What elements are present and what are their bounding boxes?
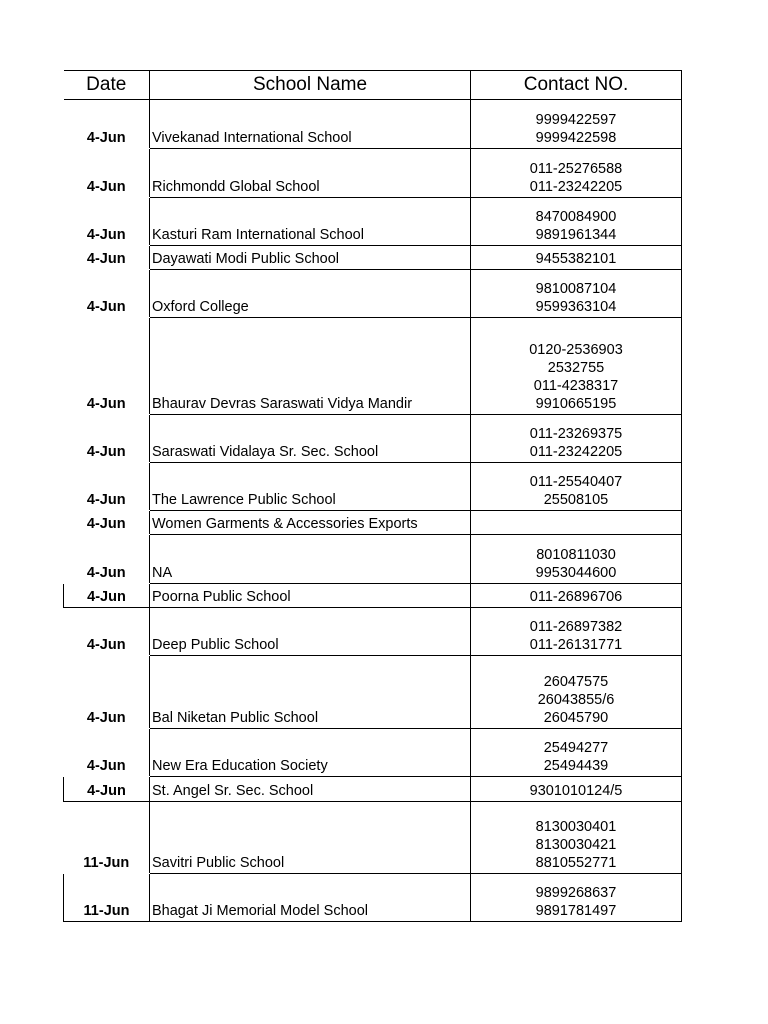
date-cell: 4-Jun xyxy=(86,758,126,774)
date-cell: 4-Jun xyxy=(86,179,126,195)
school-name-cell: Oxford College xyxy=(150,270,471,318)
table-row xyxy=(64,318,682,415)
date-cell: 4-Jun xyxy=(86,227,126,243)
table-row xyxy=(64,729,682,777)
contact-cell xyxy=(471,729,682,777)
table-row xyxy=(64,511,682,535)
phone-number: 011-25276588 xyxy=(529,161,623,177)
table-row xyxy=(64,415,682,463)
date-column-header: Date xyxy=(64,71,150,100)
phone-number: 011-25540407 xyxy=(529,474,623,490)
phone-number: 9899268637 xyxy=(535,885,617,901)
phone-number: 26043855/6 xyxy=(537,692,615,708)
phone-number: 26047575 xyxy=(543,674,609,690)
table-row xyxy=(64,584,682,608)
school-name-cell: New Era Education Society xyxy=(150,729,471,777)
school-name-cell: Vivekanad International School xyxy=(150,100,471,149)
phone-number: 25494277 xyxy=(543,740,609,756)
phone-number: 9891961344 xyxy=(535,227,617,243)
phone-number: 011-23269375 xyxy=(529,426,623,442)
phone-number: 2532755 xyxy=(547,360,605,376)
phone-number: 8470084900 xyxy=(535,209,617,225)
phone-number: 9301010124/5 xyxy=(529,783,623,799)
contact-column-header: Contact NO. xyxy=(471,71,682,100)
table-row xyxy=(64,270,682,318)
school-name-cell: Bhaurav Devras Saraswati Vidya Mandir xyxy=(150,318,471,415)
contact-cell xyxy=(471,511,682,535)
phone-number: 9999422598 xyxy=(535,130,617,146)
date-cell: 4-Jun xyxy=(86,444,126,460)
date-cell: 11-Jun xyxy=(83,855,130,871)
school-contact-table xyxy=(63,70,682,922)
contact-cell xyxy=(471,535,682,584)
phone-number: 9953044600 xyxy=(535,565,617,581)
date-cell: 11-Jun xyxy=(64,874,150,922)
date-cell: 4-Jun xyxy=(86,492,126,508)
date-cell: 4-Jun xyxy=(86,710,126,726)
table-row xyxy=(64,100,682,149)
phone-number: 8010811030 xyxy=(536,547,616,563)
date-cell: 4-Jun xyxy=(86,130,126,146)
contact-cell xyxy=(471,608,682,656)
phone-number: 8130030401 xyxy=(535,819,617,835)
school-name-cell: Women Garments & Accessories Exports xyxy=(150,511,471,535)
table-row xyxy=(64,656,682,729)
phone-number: 8130030421 xyxy=(535,837,617,853)
phone-number: 011-4238317 xyxy=(533,378,619,394)
contact-cell xyxy=(471,463,682,511)
phone-number: 011-26897382 xyxy=(529,619,623,635)
school-name-cell: Bal Niketan Public School xyxy=(150,656,471,729)
contact-cell xyxy=(471,802,682,874)
phone-number: 011-26131771 xyxy=(529,637,623,653)
school-name-cell: St. Angel Sr. Sec. School xyxy=(150,777,471,802)
phone-number: 9455382101 xyxy=(535,251,617,267)
school-name-column-header: School Name xyxy=(150,71,471,100)
school-name-cell: Bhagat Ji Memorial Model School xyxy=(150,874,471,922)
phone-number: 011-23242205 xyxy=(529,444,623,460)
school-name-cell: Richmondd Global School xyxy=(150,149,471,198)
contact-cell xyxy=(471,270,682,318)
phone-number: 9891781497 xyxy=(535,903,617,919)
contact-cell xyxy=(471,656,682,729)
phone-number: 0120-2536903 xyxy=(529,342,623,358)
phone-number: 9810087104 xyxy=(535,281,617,297)
date-cell: 4-Jun xyxy=(86,565,126,581)
phone-number: 011-23242205 xyxy=(529,179,623,195)
table-row xyxy=(64,149,682,198)
phone-number: 9910665195 xyxy=(535,396,617,412)
table-body xyxy=(64,100,682,922)
contact-cell xyxy=(471,415,682,463)
header-row xyxy=(64,71,682,100)
date-cell: 4-Jun xyxy=(64,777,150,802)
phone-number: 26045790 xyxy=(543,710,609,726)
phone-number: 25494439 xyxy=(543,758,609,774)
date-cell: 4-Jun xyxy=(86,396,126,412)
table-row xyxy=(64,535,682,584)
school-name-cell: Savitri Public School xyxy=(150,802,471,874)
date-cell: 4-Jun xyxy=(86,516,126,532)
contact-cell xyxy=(471,777,682,802)
phone-number: 9599363104 xyxy=(535,299,617,315)
school-name-cell: Deep Public School xyxy=(150,608,471,656)
school-name-cell: The Lawrence Public School xyxy=(150,463,471,511)
phone-number: 9999422597 xyxy=(535,112,617,128)
contact-cell xyxy=(471,149,682,198)
date-cell: 4-Jun xyxy=(86,299,126,315)
contact-cell xyxy=(471,246,682,270)
phone-number: 8810552771 xyxy=(535,855,617,871)
table-row xyxy=(64,802,682,874)
date-cell: 4-Jun xyxy=(86,251,126,267)
table-row xyxy=(64,198,682,246)
school-name-cell: Kasturi Ram International School xyxy=(150,198,471,246)
school-name-cell: Saraswati Vidalaya Sr. Sec. School xyxy=(150,415,471,463)
contact-cell xyxy=(471,100,682,149)
table-row xyxy=(64,608,682,656)
date-cell: 4-Jun xyxy=(64,584,150,608)
contact-cell xyxy=(471,584,682,608)
phone-number: 25508105 xyxy=(543,492,609,508)
school-name-cell: Dayawati Modi Public School xyxy=(150,246,471,270)
contact-cell xyxy=(471,318,682,415)
table-row xyxy=(64,246,682,270)
contact-cell xyxy=(471,874,682,922)
table-row xyxy=(64,874,682,922)
date-cell: 4-Jun xyxy=(86,637,126,653)
contact-cell xyxy=(471,198,682,246)
school-name-cell: NA xyxy=(150,535,471,584)
phone-number: 011-26896706 xyxy=(529,589,623,605)
table-row xyxy=(64,463,682,511)
table-row xyxy=(64,777,682,802)
school-name-cell: Poorna Public School xyxy=(150,584,471,608)
